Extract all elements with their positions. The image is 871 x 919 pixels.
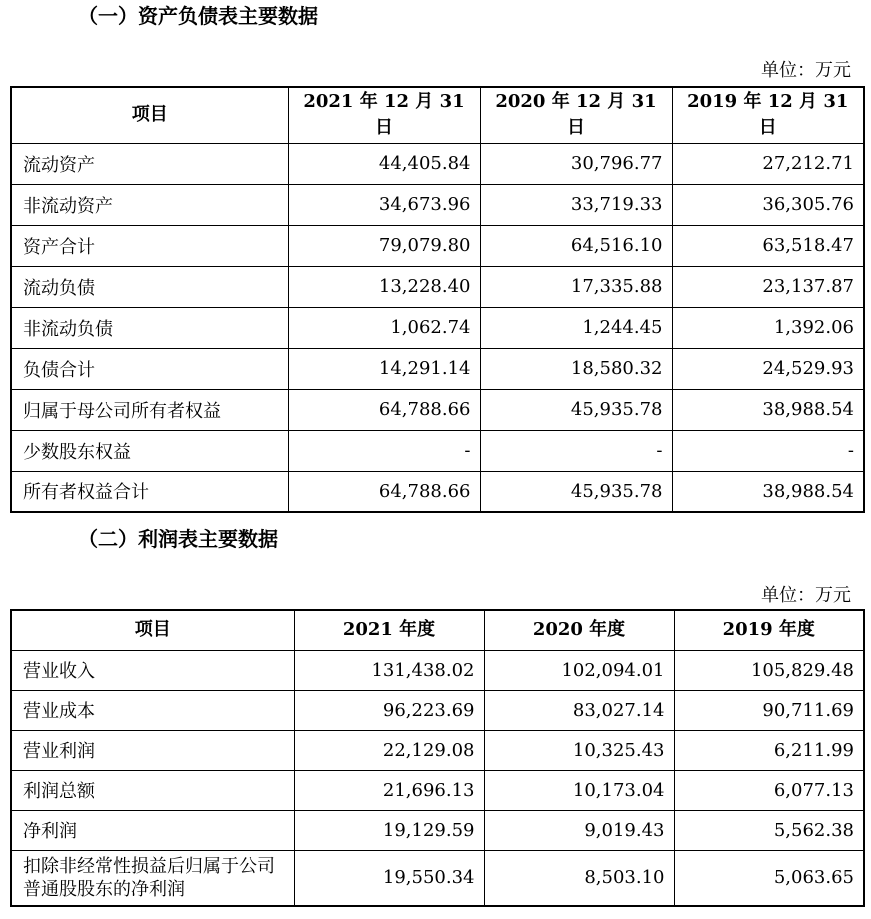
header-2020: 2020 年 12 月 31 日 <box>480 87 672 143</box>
cell-value: 36,305.76 <box>672 184 864 225</box>
row-label: 非流动资产 <box>11 184 288 225</box>
row-label: 少数股东权益 <box>11 430 288 471</box>
cell-value: 64,788.66 <box>288 389 480 430</box>
cell-value: 6,077.13 <box>674 770 864 810</box>
table-row <box>11 770 864 810</box>
cell-value: 27,212.71 <box>672 143 864 184</box>
cell-value: - <box>672 430 864 471</box>
table-row <box>11 266 864 307</box>
income-statement-unit: 单位：万元 <box>761 585 851 606</box>
row-label: 所有者权益合计 <box>11 471 288 512</box>
cell-value: 5,063.65 <box>674 850 864 906</box>
income-statement-table <box>10 609 865 907</box>
cell-value: 5,562.38 <box>674 810 864 850</box>
header-2019: 2019 年度 <box>674 610 864 650</box>
table-row <box>11 389 864 430</box>
cell-value: 79,079.80 <box>288 225 480 266</box>
row-label: 流动负债 <box>11 266 288 307</box>
income-statement-title: （二）利润表主要数据 <box>78 527 278 551</box>
table-row <box>11 730 864 770</box>
cell-value: 63,518.47 <box>672 225 864 266</box>
cell-value: 64,788.66 <box>288 471 480 512</box>
cell-value: 23,137.87 <box>672 266 864 307</box>
cell-value: 21,696.13 <box>294 770 484 810</box>
cell-value: 19,129.59 <box>294 810 484 850</box>
table-row <box>11 184 864 225</box>
cell-value: 102,094.01 <box>484 650 674 690</box>
table-row <box>11 810 864 850</box>
cell-value: 14,291.14 <box>288 348 480 389</box>
cell-value: 18,580.32 <box>480 348 672 389</box>
row-label: 归属于母公司所有者权益 <box>11 389 288 430</box>
row-label: 营业成本 <box>11 690 294 730</box>
table-row <box>11 471 864 512</box>
table-row <box>11 650 864 690</box>
row-label: 营业收入 <box>11 650 294 690</box>
row-label: 负债合计 <box>11 348 288 389</box>
row-label: 营业利润 <box>11 730 294 770</box>
cell-value: 45,935.78 <box>480 471 672 512</box>
cell-value: 6,211.99 <box>674 730 864 770</box>
header-2021: 2021 年 12 月 31 日 <box>288 87 480 143</box>
table-row <box>11 430 864 471</box>
cell-value: 13,228.40 <box>288 266 480 307</box>
header-2020: 2020 年度 <box>484 610 674 650</box>
cell-value: - <box>288 430 480 471</box>
header-item: 项目 <box>11 610 294 650</box>
balance-sheet-title: （一）资产负债表主要数据 <box>78 4 318 28</box>
cell-value: - <box>480 430 672 471</box>
cell-value: 33,719.33 <box>480 184 672 225</box>
row-label: 非流动负债 <box>11 307 288 348</box>
cell-value: 105,829.48 <box>674 650 864 690</box>
row-label: 净利润 <box>11 810 294 850</box>
cell-value: 9,019.43 <box>484 810 674 850</box>
cell-value: 131,438.02 <box>294 650 484 690</box>
header-item: 项目 <box>11 87 288 143</box>
table-row <box>11 690 864 730</box>
cell-value: 45,935.78 <box>480 389 672 430</box>
cell-value: 24,529.93 <box>672 348 864 389</box>
cell-value: 64,516.10 <box>480 225 672 266</box>
row-label: 流动资产 <box>11 143 288 184</box>
cell-value: 34,673.96 <box>288 184 480 225</box>
cell-value: 38,988.54 <box>672 471 864 512</box>
table-row <box>11 307 864 348</box>
cell-value: 17,335.88 <box>480 266 672 307</box>
table-row <box>11 850 864 906</box>
row-label: 资产合计 <box>11 225 288 266</box>
table-header-row <box>11 87 864 143</box>
cell-value: 38,988.54 <box>672 389 864 430</box>
row-label: 扣除非经常性损益后归属于公司普通股股东的净利润 <box>11 850 294 906</box>
cell-value: 30,796.77 <box>480 143 672 184</box>
table-header-row <box>11 610 864 650</box>
header-2019: 2019 年 12 月 31 日 <box>672 87 864 143</box>
cell-value: 19,550.34 <box>294 850 484 906</box>
cell-value: 83,027.14 <box>484 690 674 730</box>
cell-value: 1,244.45 <box>480 307 672 348</box>
balance-sheet-table <box>10 86 865 513</box>
header-2021: 2021 年度 <box>294 610 484 650</box>
cell-value: 10,325.43 <box>484 730 674 770</box>
row-label: 利润总额 <box>11 770 294 810</box>
table-row <box>11 225 864 266</box>
cell-value: 1,062.74 <box>288 307 480 348</box>
cell-value: 22,129.08 <box>294 730 484 770</box>
table-row <box>11 348 864 389</box>
balance-sheet-unit: 单位：万元 <box>761 60 851 81</box>
cell-value: 8,503.10 <box>484 850 674 906</box>
cell-value: 1,392.06 <box>672 307 864 348</box>
cell-value: 10,173.04 <box>484 770 674 810</box>
cell-value: 90,711.69 <box>674 690 864 730</box>
cell-value: 44,405.84 <box>288 143 480 184</box>
cell-value: 96,223.69 <box>294 690 484 730</box>
table-row <box>11 143 864 184</box>
